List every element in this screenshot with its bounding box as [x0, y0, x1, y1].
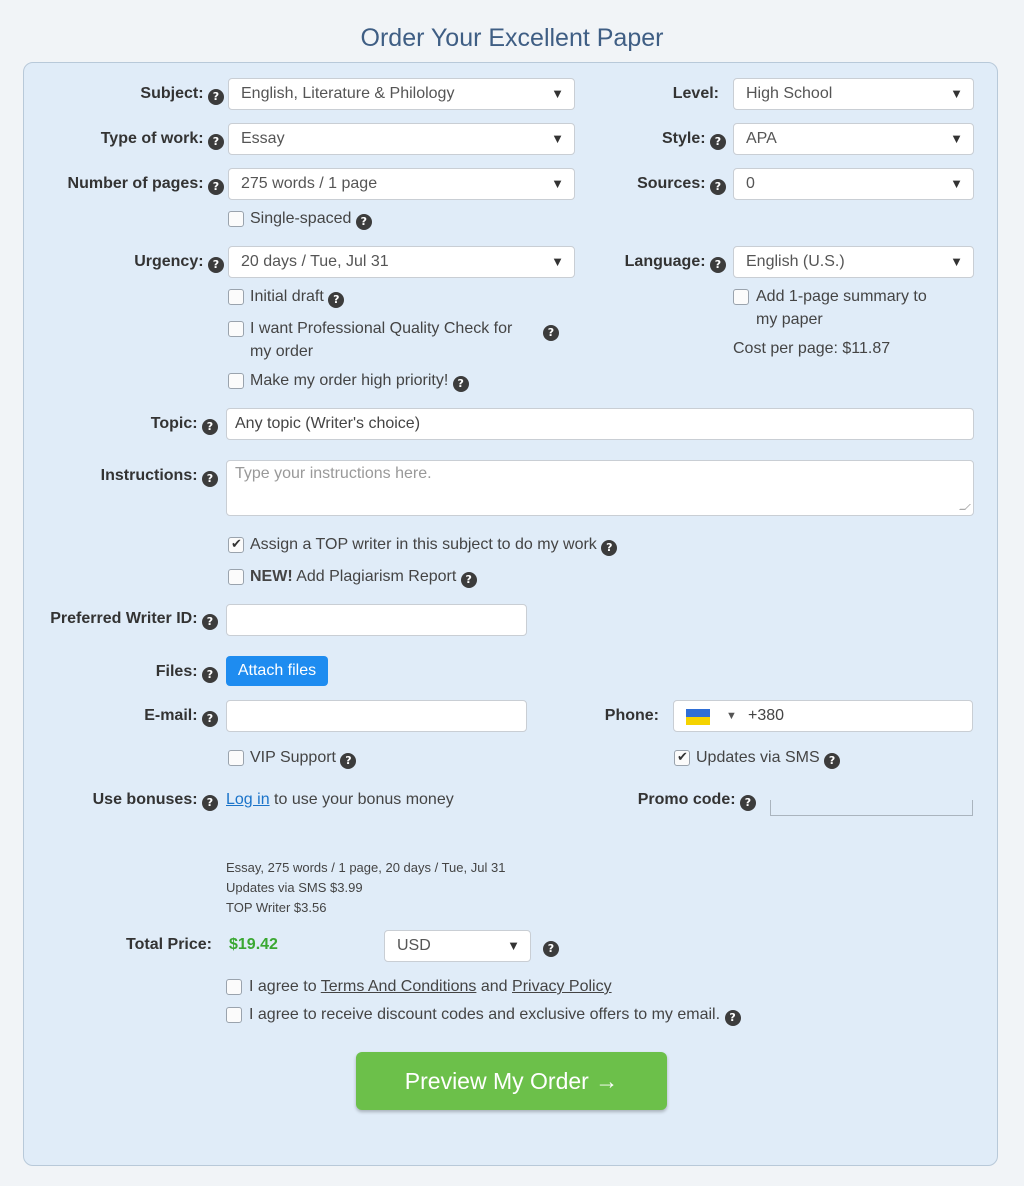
pages-value: 275 words / 1 page: [241, 175, 378, 192]
bonuses-text: Log in to use your bonus money: [226, 791, 454, 808]
type-of-work-select[interactable]: [228, 123, 575, 155]
chevron-down-icon: ▼: [551, 254, 564, 269]
level-value: High School: [746, 85, 833, 102]
subject-label: Subject: ?: [140, 84, 224, 105]
help-icon[interactable]: ?: [601, 540, 617, 556]
type-of-work-value: Essay: [241, 130, 285, 147]
help-icon[interactable]: ?: [340, 753, 356, 769]
help-icon[interactable]: ?: [202, 419, 218, 435]
urgency-label: Urgency: ?: [134, 252, 224, 273]
help-icon[interactable]: ?: [208, 179, 224, 195]
phone-label: Phone:: [604, 707, 659, 724]
initial-draft-checkbox[interactable]: [228, 289, 244, 305]
vip-support-label: VIP Support ?: [250, 747, 356, 769]
style-value: APA: [746, 130, 777, 147]
login-link[interactable]: Log in: [226, 791, 270, 808]
summary-label-line2: my paper: [756, 311, 823, 328]
topic-label: Topic: ?: [151, 414, 218, 435]
help-icon[interactable]: ?: [202, 614, 218, 630]
level-select[interactable]: [733, 78, 974, 110]
style-select[interactable]: [733, 123, 974, 155]
phone-value: +380: [748, 707, 785, 724]
files-label: Files: ?: [156, 662, 218, 683]
help-icon[interactable]: ?: [543, 325, 559, 341]
currency-value: USD: [397, 937, 431, 954]
bonuses-label: Use bonuses: ?: [93, 790, 218, 811]
summary-checkbox[interactable]: [733, 289, 749, 305]
level-label: Level:: [672, 85, 719, 102]
high-priority-checkbox[interactable]: [228, 373, 244, 389]
single-spaced-checkbox[interactable]: [228, 211, 244, 227]
instructions-textarea[interactable]: Type your instructions here.: [226, 460, 974, 516]
language-select[interactable]: [733, 246, 974, 278]
topic-input[interactable]: Any topic (Writer's choice): [226, 408, 974, 440]
help-icon[interactable]: ?: [543, 941, 559, 957]
new-badge: NEW!: [250, 568, 293, 585]
sources-label: Sources: ?: [637, 174, 726, 195]
help-icon[interactable]: ?: [208, 257, 224, 273]
sms-updates-checkbox[interactable]: [674, 750, 690, 766]
help-icon[interactable]: ?: [710, 134, 726, 150]
sms-updates-label: Updates via SMS ?: [696, 747, 840, 769]
chevron-down-icon: ▼: [950, 86, 963, 101]
help-icon[interactable]: ?: [208, 134, 224, 150]
help-icon[interactable]: ?: [453, 376, 469, 392]
page-title: Order Your Excellent Paper: [360, 24, 664, 52]
promo-label: Promo code: ?: [638, 790, 756, 811]
cost-per-page: Cost per page: $11.87: [733, 340, 891, 357]
chevron-down-icon: ▼: [551, 176, 564, 191]
language-value: English (U.S.): [746, 253, 845, 270]
sources-select[interactable]: [733, 168, 974, 200]
help-icon[interactable]: ?: [202, 667, 218, 683]
attach-files-button[interactable]: Attach files: [226, 656, 328, 686]
initial-draft-label: Initial draft ?: [250, 286, 344, 308]
privacy-policy-link[interactable]: Privacy Policy: [512, 978, 612, 995]
agree-offers-checkbox[interactable]: [226, 1007, 242, 1023]
help-icon[interactable]: ?: [725, 1010, 741, 1026]
help-icon[interactable]: ?: [202, 711, 218, 727]
sources-value: 0: [746, 175, 755, 192]
chevron-down-icon: ▼: [950, 131, 963, 146]
chevron-down-icon: ▼: [950, 254, 963, 269]
order-summary-line: Essay, 275 words / 1 page, 20 days / Tue, Jul 31: [226, 860, 506, 875]
total-price-label: Total Price:: [126, 936, 212, 953]
chevron-down-icon: ▼: [551, 86, 564, 101]
language-label: Language: ?: [625, 252, 726, 273]
agree-offers-label: I agree to receive discount codes and exclusive offers to my email. ?: [249, 1004, 741, 1026]
instructions-label: Instructions: ?: [101, 466, 218, 487]
help-icon[interactable]: ?: [710, 257, 726, 273]
email-label: E-mail: ?: [144, 706, 218, 727]
chevron-down-icon: ▼: [950, 176, 963, 191]
help-icon[interactable]: ?: [740, 795, 756, 811]
quality-check-label-line1: I want Professional Quality Check for: [250, 320, 513, 337]
pages-select[interactable]: [228, 168, 575, 200]
help-icon[interactable]: ?: [208, 89, 224, 105]
writer-id-label: Preferred Writer ID: ?: [50, 609, 218, 630]
help-icon[interactable]: ?: [202, 795, 218, 811]
subject-value: English, Literature & Philology: [241, 85, 455, 102]
summary-label-line1: Add 1-page summary to: [756, 288, 927, 305]
single-spaced-label: Single-spaced ?: [250, 208, 372, 230]
chevron-down-icon: ▼: [551, 131, 564, 146]
help-icon[interactable]: ?: [356, 214, 372, 230]
country-dropdown-icon[interactable]: ▼: [726, 710, 737, 722]
urgency-value: 20 days / Tue, Jul 31: [241, 253, 389, 270]
preview-order-button[interactable]: Preview My Order →: [356, 1052, 667, 1110]
email-input[interactable]: [226, 700, 527, 732]
help-icon[interactable]: ?: [328, 292, 344, 308]
vip-support-checkbox[interactable]: [228, 750, 244, 766]
top-writer-checkbox[interactable]: [228, 537, 244, 553]
total-price-value: $19.42: [229, 936, 278, 953]
help-icon[interactable]: ?: [202, 471, 218, 487]
top-writer-label: Assign a TOP writer in this subject to do my work ?: [250, 534, 617, 556]
help-icon[interactable]: ?: [824, 753, 840, 769]
order-summary-line: TOP Writer $3.56: [226, 900, 327, 915]
currency-select[interactable]: [384, 930, 531, 962]
ukraine-flag-icon[interactable]: [686, 709, 710, 725]
chevron-down-icon: ▼: [507, 938, 520, 953]
plagiarism-checkbox[interactable]: [228, 569, 244, 585]
style-label: Style: ?: [662, 129, 726, 150]
type-of-work-label: Type of work: ?: [101, 129, 224, 150]
subject-select[interactable]: [228, 78, 575, 110]
terms-link[interactable]: Terms And Conditions: [320, 978, 477, 995]
pages-label: Number of pages: ?: [68, 174, 224, 195]
quality-check-checkbox[interactable]: [228, 321, 244, 337]
quality-check-label-line2: my order: [250, 343, 314, 360]
agree-terms-label: I agree to Terms And Conditions and Privacy Policy: [249, 978, 612, 995]
plagiarism-label: NEW! Add Plagiarism Report ?: [250, 566, 477, 588]
writer-id-input[interactable]: [226, 604, 527, 636]
urgency-select[interactable]: [228, 246, 575, 278]
phone-input[interactable]: [673, 700, 973, 732]
agree-terms-checkbox[interactable]: [226, 979, 242, 995]
help-icon[interactable]: ?: [461, 572, 477, 588]
promo-code-input[interactable]: [770, 800, 973, 816]
order-summary-line: Updates via SMS $3.99: [226, 880, 363, 895]
high-priority-label: Make my order high priority! ?: [250, 370, 469, 392]
help-icon[interactable]: ?: [710, 179, 726, 195]
